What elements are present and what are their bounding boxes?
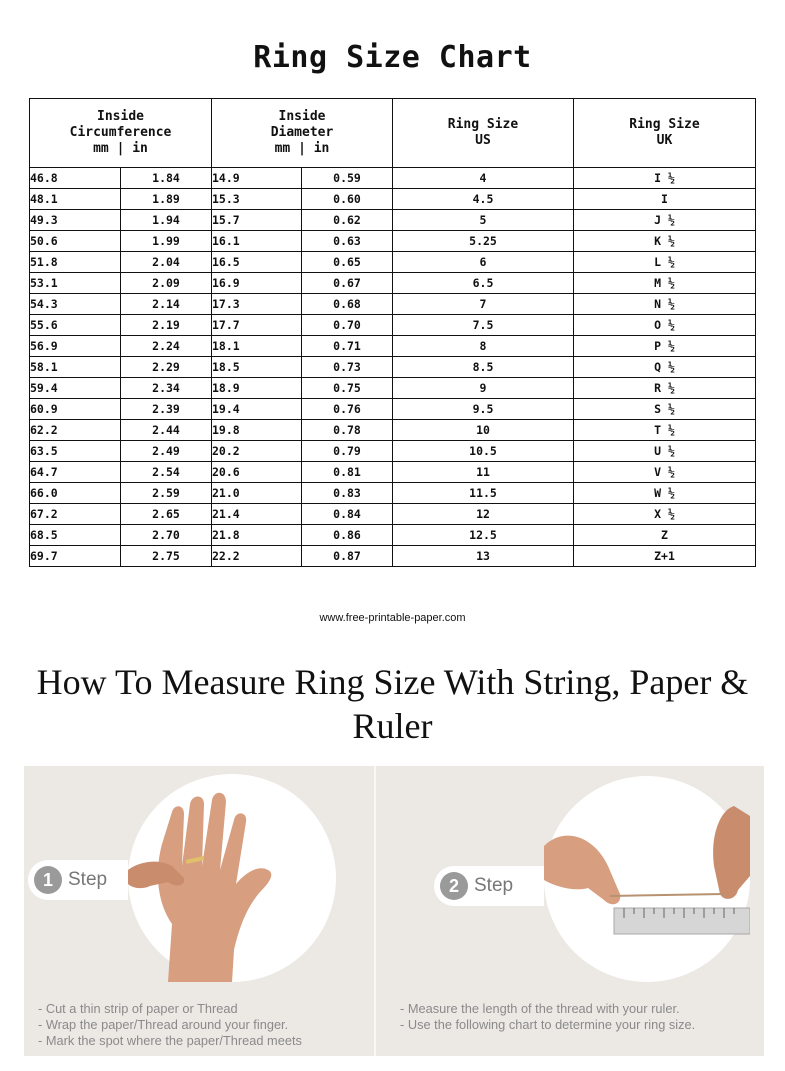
table-cell: 10.5 [393, 441, 574, 462]
table-cell: 19.4 [212, 399, 302, 420]
table-cell: 0.81 [302, 462, 393, 483]
table-cell: 11.5 [393, 483, 574, 504]
table-cell: 18.9 [212, 378, 302, 399]
table-cell: 67.2 [30, 504, 121, 525]
table-row [30, 168, 756, 189]
table-row [30, 357, 756, 378]
table-cell: 12 [393, 504, 574, 525]
table-cell: 69.7 [30, 546, 121, 567]
table-cell: J ½ [574, 210, 756, 231]
table-cell: 0.87 [302, 546, 393, 567]
instructions-panel [24, 766, 764, 1056]
table-cell: S ½ [574, 399, 756, 420]
table-cell: 0.71 [302, 336, 393, 357]
list-item: - Measure the length of the thread with your ruler. [400, 1001, 695, 1017]
table-cell: 18.1 [212, 336, 302, 357]
step-2-number: 2 [440, 872, 468, 900]
table-cell: 8.5 [393, 357, 574, 378]
table-cell: 1.94 [121, 210, 212, 231]
table-cell: 5.25 [393, 231, 574, 252]
table-cell: 60.9 [30, 399, 121, 420]
table-cell: 10 [393, 420, 574, 441]
table-cell: W ½ [574, 483, 756, 504]
header-line: Ring Size [447, 117, 519, 132]
header-line: Diameter [270, 125, 334, 140]
table-cell: 6.5 [393, 273, 574, 294]
table-cell: I ½ [574, 168, 756, 189]
table-cell: 66.0 [30, 483, 121, 504]
table-cell: 49.3 [30, 210, 121, 231]
list-item: - Wrap the paper/Thread around your finger. [38, 1017, 302, 1033]
step-1-instructions [38, 1001, 302, 1049]
table-cell: 2.75 [121, 546, 212, 567]
table-cell: 8 [393, 336, 574, 357]
table-cell: 20.2 [212, 441, 302, 462]
table-cell: 68.5 [30, 525, 121, 546]
table-cell: 9 [393, 378, 574, 399]
table-cell: 0.86 [302, 525, 393, 546]
table-row [30, 294, 756, 315]
table-cell: I [574, 189, 756, 210]
table-cell: 21.4 [212, 504, 302, 525]
list-item: - Use the following chart to determine your ring size. [400, 1017, 695, 1033]
table-cell: 12.5 [393, 525, 574, 546]
table-cell: Q ½ [574, 357, 756, 378]
table-cell: 16.9 [212, 273, 302, 294]
table-cell: 2.19 [121, 315, 212, 336]
table-row [30, 273, 756, 294]
header-line: mm | in [274, 141, 330, 156]
table-row [30, 210, 756, 231]
table-header-row [30, 99, 756, 168]
table-row [30, 399, 756, 420]
list-item: - Mark the spot where the paper/Thread meets [38, 1033, 302, 1049]
table-row [30, 336, 756, 357]
table-cell: 11 [393, 462, 574, 483]
step-1-number: 1 [34, 866, 62, 894]
table-cell: 46.8 [30, 168, 121, 189]
table-cell: 2.54 [121, 462, 212, 483]
table-cell: 62.2 [30, 420, 121, 441]
table-cell: 0.83 [302, 483, 393, 504]
table-cell: 6 [393, 252, 574, 273]
table-cell: X ½ [574, 504, 756, 525]
table-cell: 5 [393, 210, 574, 231]
table-cell: 22.2 [212, 546, 302, 567]
table-cell: 18.5 [212, 357, 302, 378]
table-cell: 0.70 [302, 315, 393, 336]
table-row [30, 546, 756, 567]
header-line: Ring Size [629, 117, 700, 132]
table-cell: 7.5 [393, 315, 574, 336]
heading-line: Ruler [352, 706, 433, 746]
table-cell: 20.6 [212, 462, 302, 483]
header-line: Inside [278, 109, 326, 124]
table-cell: 16.1 [212, 231, 302, 252]
table-cell: L ½ [574, 252, 756, 273]
table-cell: 2.59 [121, 483, 212, 504]
heading-line: How To Measure Ring Size With String, Paper & [36, 662, 749, 702]
table-cell: 63.5 [30, 441, 121, 462]
table-cell: 21.8 [212, 525, 302, 546]
measure-heading [0, 660, 785, 748]
table-cell: 4 [393, 168, 574, 189]
table-cell: 0.84 [302, 504, 393, 525]
table-row [30, 231, 756, 252]
table-row [30, 441, 756, 462]
source-credit: www.free-printable-paper.com [319, 612, 466, 624]
header-line: mm | in [93, 141, 148, 156]
table-cell: O ½ [574, 315, 756, 336]
table-row [30, 462, 756, 483]
table-cell: 1.99 [121, 231, 212, 252]
table-body [30, 168, 756, 567]
chart-title: Ring Size Chart [253, 40, 532, 75]
table-cell: 2.34 [121, 378, 212, 399]
table-cell: P ½ [574, 336, 756, 357]
table-cell: 50.6 [30, 231, 121, 252]
table-cell: 4.5 [393, 189, 574, 210]
table-cell: 15.3 [212, 189, 302, 210]
table-cell: 0.73 [302, 357, 393, 378]
table-cell: 0.79 [302, 441, 393, 462]
table-cell: 54.3 [30, 294, 121, 315]
table-cell: 0.68 [302, 294, 393, 315]
table-cell: 59.4 [30, 378, 121, 399]
panel-divider [374, 766, 376, 1056]
table-cell: 2.24 [121, 336, 212, 357]
header-line: UK [656, 133, 673, 148]
table-cell: 0.78 [302, 420, 393, 441]
table-cell: U ½ [574, 441, 756, 462]
table-row [30, 189, 756, 210]
ring-size-table [29, 98, 756, 567]
step-2-instructions [400, 1001, 695, 1033]
table-row [30, 420, 756, 441]
table-cell: 2.39 [121, 399, 212, 420]
table-row [30, 525, 756, 546]
step-2-badge [440, 872, 513, 900]
table-cell: Z+1 [574, 546, 756, 567]
table-cell: 53.1 [30, 273, 121, 294]
table-cell: K ½ [574, 231, 756, 252]
table-cell: 2.49 [121, 441, 212, 462]
table-row [30, 504, 756, 525]
step-1-badge [34, 866, 107, 894]
header-inside-circumference [30, 99, 212, 168]
table-cell: R ½ [574, 378, 756, 399]
list-item: - Cut a thin strip of paper or Thread [38, 1001, 302, 1017]
table-cell: 2.65 [121, 504, 212, 525]
table-cell: 15.7 [212, 210, 302, 231]
table-cell: 0.67 [302, 273, 393, 294]
table-row [30, 315, 756, 336]
table-row [30, 378, 756, 399]
table-cell: 56.9 [30, 336, 121, 357]
table-cell: 2.04 [121, 252, 212, 273]
table-cell: 2.44 [121, 420, 212, 441]
table-cell: 48.1 [30, 189, 121, 210]
table-cell: 1.89 [121, 189, 212, 210]
table-cell: Z [574, 525, 756, 546]
table-cell: 2.09 [121, 273, 212, 294]
table-cell: 17.7 [212, 315, 302, 336]
table-cell: 0.65 [302, 252, 393, 273]
table-cell: 21.0 [212, 483, 302, 504]
step-2-label: Step [474, 875, 514, 896]
header-line: US [475, 133, 491, 148]
table-cell: 13 [393, 546, 574, 567]
hand-icon [128, 774, 336, 982]
table-cell: 0.76 [302, 399, 393, 420]
header-inside-diameter [212, 99, 393, 168]
table-row [30, 252, 756, 273]
table-cell: 55.6 [30, 315, 121, 336]
table-cell: 14.9 [212, 168, 302, 189]
table-cell: 2.70 [121, 525, 212, 546]
ruler-measure-icon [544, 776, 750, 982]
table-cell: 2.29 [121, 357, 212, 378]
table-cell: 0.63 [302, 231, 393, 252]
table-cell: 7 [393, 294, 574, 315]
table-cell: 1.84 [121, 168, 212, 189]
table-cell: 9.5 [393, 399, 574, 420]
table-cell: 0.62 [302, 210, 393, 231]
table-cell: 51.8 [30, 252, 121, 273]
table-cell: 58.1 [30, 357, 121, 378]
table-cell: 64.7 [30, 462, 121, 483]
step-1-label: Step [68, 869, 108, 890]
table-row [30, 483, 756, 504]
table-cell: T ½ [574, 420, 756, 441]
table-cell: 0.75 [302, 378, 393, 399]
header-line: Circumference [69, 125, 172, 140]
table-cell: 19.8 [212, 420, 302, 441]
table-cell: 16.5 [212, 252, 302, 273]
table-cell: N ½ [574, 294, 756, 315]
header-ring-size-uk [574, 99, 756, 168]
table-cell: 2.14 [121, 294, 212, 315]
header-line: Inside [97, 109, 144, 124]
table-cell: 17.3 [212, 294, 302, 315]
table-cell: 0.60 [302, 189, 393, 210]
table-cell: V ½ [574, 462, 756, 483]
header-ring-size-us [393, 99, 574, 168]
table-cell: 0.59 [302, 168, 393, 189]
table-cell: M ½ [574, 273, 756, 294]
